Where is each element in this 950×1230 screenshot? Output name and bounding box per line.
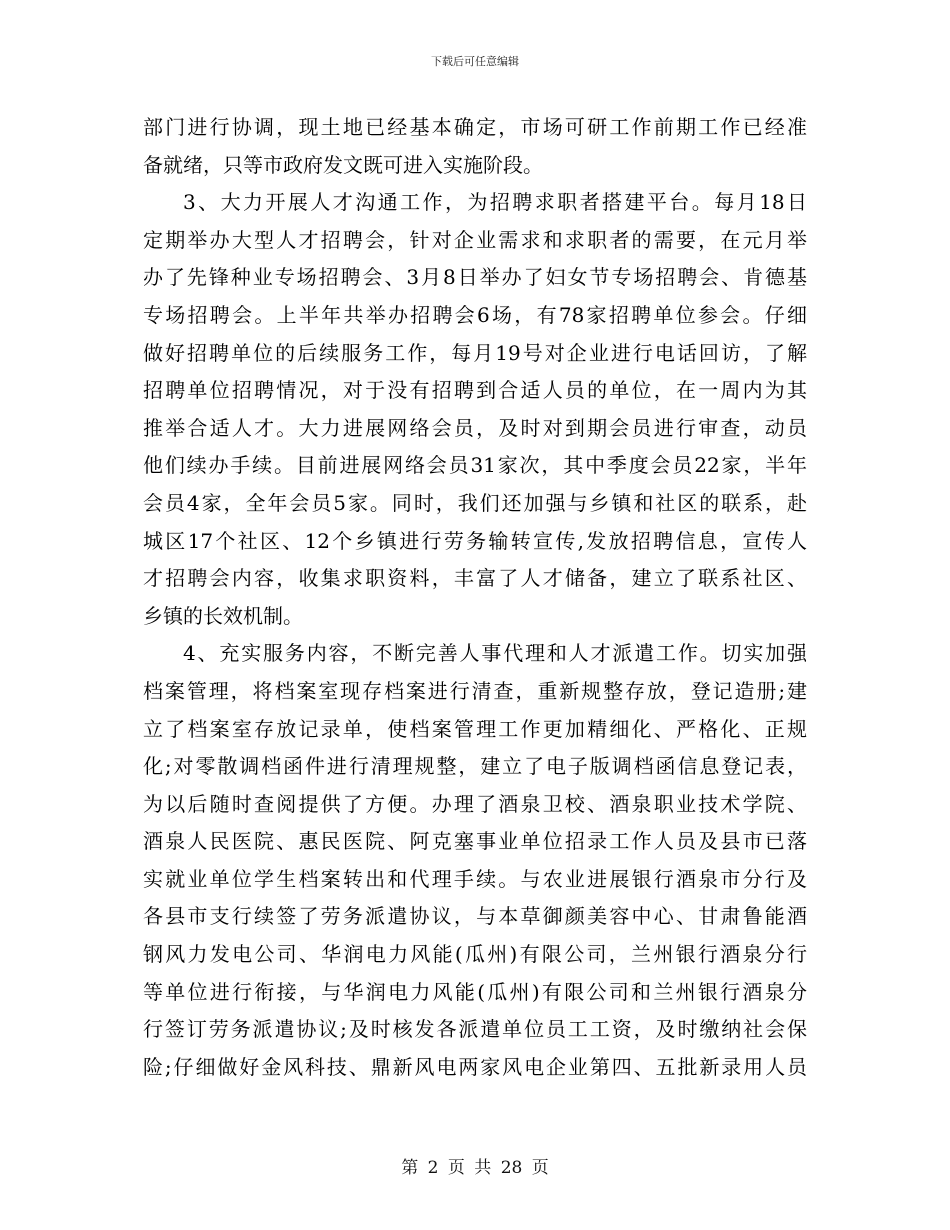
text-line: 立了档案室存放记录单，使档案管理工作更加精细化、严格化、正规 [143,716,807,741]
text-line: 为以后随时查阅提供了方便。办理了酒泉卫校、酒泉职业技术学院、 [143,791,807,816]
text-line: 才招聘会内容，收集求职资料，丰富了人才储备，建立了联系社区、 [143,566,807,591]
text-line: 办了先锋种业专场招聘会、3月8日举办了妇女节专场招聘会、肯德基 [143,265,807,290]
text-line: 实就业单位学生档案转出和代理手续。与农业进展银行酒泉市分行及 [143,866,807,891]
text-line: 会员4家，全年会员5家。同时，我们还加强与乡镇和社区的联系，赴 [143,490,807,515]
text-line: 他们续办手续。目前进展网络会员31家次，其中季度会员22家，半年 [143,453,807,478]
text-line: 行签订劳务派遣协议;及时核发各派遣单位员工工资，及时缴纳社会保 [143,1017,807,1042]
text-line: 部门进行协调，现土地已经基本确定，市场可研工作前期工作已经准 [143,115,807,139]
text-line: 钢风力发电公司、华润电力风能(瓜州)有限公司，兰州银行酒泉分行 [143,942,807,967]
text-line: 定期举办大型人才招聘会，针对企业需求和求职者的需要，在元月举 [143,227,807,252]
text-line: 推举合适人才。大力进展网络会员，及时对到期会员进行审查，动员 [143,415,807,440]
text-line: 专场招聘会。上半年共举办招聘会6场，有78家招聘单位参会。仔细 [143,302,807,327]
text-line: 化;对零散调档函件进行清理规整，建立了电子版调档函信息登记表， [143,754,807,779]
text-line: 等单位进行衔接，与华润电力风能(瓜州)有限公司和兰州银行酒泉分 [143,979,807,1004]
text-line: 招聘单位招聘情况，对于没有招聘到合适人员的单位，在一周内为其 [143,378,807,403]
paragraph-start-line: 4、充实服务内容，不断完善人事代理和人才派遣工作。切实加强 [183,641,807,666]
header-note: 下载后可任意编辑 [431,55,519,68]
text-line: 做好招聘单位的后续服务工作，每月19号对企业进行电话回访，了解 [143,340,807,365]
text-line: 酒泉人民医院、惠民医院、阿克塞事业单位招录工作人员及县市已落 [143,829,807,854]
page-number: 第 2 页 共 28 页 [401,1158,549,1178]
text-line: 乡镇的长效机制。 [143,603,303,628]
text-line: 险;仔细做好金风科技、鼎新风电两家风电企业第四、五批新录用人员 [143,1054,807,1079]
document-body [143,109,807,1086]
text-line: 各县市支行续签了劳务派遣协议，与本草御颜美容中心、甘肃鲁能酒 [143,904,807,929]
paragraph-start-line: 3、大力开展人才沟通工作，为招聘求职者搭建平台。每月18日 [183,190,807,215]
text-line: 档案管理，将档案室现存档案进行清查，重新规整存放，登记造册;建 [143,678,807,703]
text-line: 备就绪，只等市政府发文既可进入实施阶段。 [143,152,543,177]
text-line: 城区17个社区、12个乡镇进行劳务输转宣传,发放招聘信息，宣传人 [143,528,807,553]
